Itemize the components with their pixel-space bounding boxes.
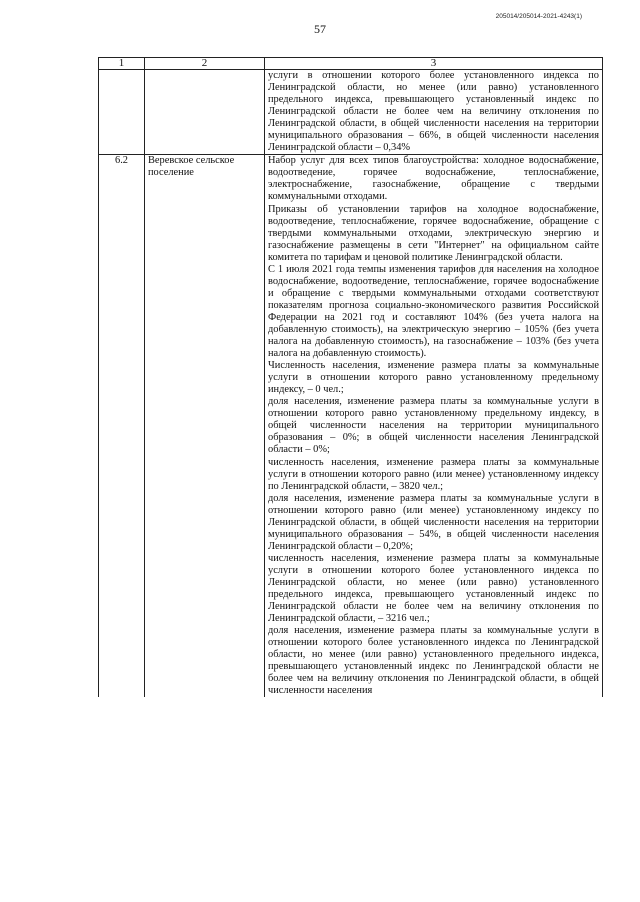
column-header-1: 1 [99,58,145,70]
continuation-text: услуги в отношении которого более установленного индекса по Ленинградской области, но менее (или равно) установленного предельного индекса, превышающего установленный индекс по Ленинградской области не более чем на величину отклонения по Ленинградской области, в общей численности населения на территории муниципального образования – 66%, в общей численности населения Ленинградской области – 0,34% [268,70,599,154]
table-row-continuation [99,70,603,155]
empty-cell [99,70,145,155]
settlement-name: Веревское сельское поселение [145,155,265,698]
paragraph: доля населения, изменение размера платы за коммунальные услуги в отношении которого равно установленному предельному индексу, в общей численности населения на территории муниципального образования – 0%; в общей численности населения Ленинградской области – 0%; [268,396,599,456]
page-number: 57 [314,22,326,36]
description-cell [265,155,603,698]
paragraph: доля населения, изменение размера платы за коммунальные услуги в отношении которого более установленного индекса по Ленинградской области, но менее (или равно) установленного предельного индекса, превышающего установленный индекс по Ленинградской области не более чем на величину отклонения по Ленинградской области, в общей численности населения [268,625,599,697]
data-table [98,57,603,697]
paragraph: Приказы об установлении тарифов на холодное водоснабжение, водоотведение, теплоснабжение, горячее водоснабжение, обращение с твердыми коммунальными отходами, электрическую энергию и газоснабжение размещены в сети "Интернет" на официальном сайте комитета по тарифам и ценовой политике Ленинградской области. [268,203,599,263]
row-number: 6.2 [99,155,145,698]
paragraph: доля населения, изменение размера платы за коммунальные услуги в отношении которого равно (или менее) установленному индексу по Ленинградской области, в общей численности населения на территории муниципального образования – 54%, в общей численности населения Ленинградской области – 0,20%; [268,492,599,552]
column-header-2: 2 [145,58,265,70]
continuation-cell [265,70,603,155]
paragraph: численность населения, изменение размера платы за коммунальные услуги в отношении которого более установленного индекса по Ленинградской области, но менее (или равно) установленного предельного индекса, превышающего установленный индекс по Ленинградской области не более чем на величину отклонения по Ленинградской области, – 3216 чел.; [268,552,599,625]
paragraph: Набор услуг для всех типов благоустройства: холодное водоснабжение, водоотведение, горячее водоснабжение, теплоснабжение, электроснабжение, газоснабжение, обращение с твердыми коммунальными отходами. [268,155,599,203]
document-code: 205014/205014-2021-4243(1) [495,13,582,20]
paragraph: численность населения, изменение размера платы за коммунальные услуги в отношении которого равно (или менее) установленному индексу по Ленинградской области, – 3820 чел.; [268,456,599,492]
table-header-row [99,58,603,70]
paragraph: Численность населения, изменение размера платы за коммунальные услуги в отношении которого равно установленному предельному индексу, – 0 чел.; [268,360,599,396]
paragraph: С 1 июля 2021 года темпы изменения тарифов для населения на холодное водоснабжение, водоотведение, теплоснабжение, горячее водоснабжение и обращение с твердыми коммунальными отходами соответствуют показателям прогноза социально-экономического развития Российской Федерации на 2021 год и составляют 104% (без учета налога на добавленную стоимость), на электрическую энергию – 105% (без учета налога на добавленную стоимость), на газоснабжение – 103% (без учета налога на добавленную стоимость). [268,263,599,360]
table-row [99,155,603,698]
column-header-3: 3 [265,58,603,70]
empty-cell [145,70,265,155]
